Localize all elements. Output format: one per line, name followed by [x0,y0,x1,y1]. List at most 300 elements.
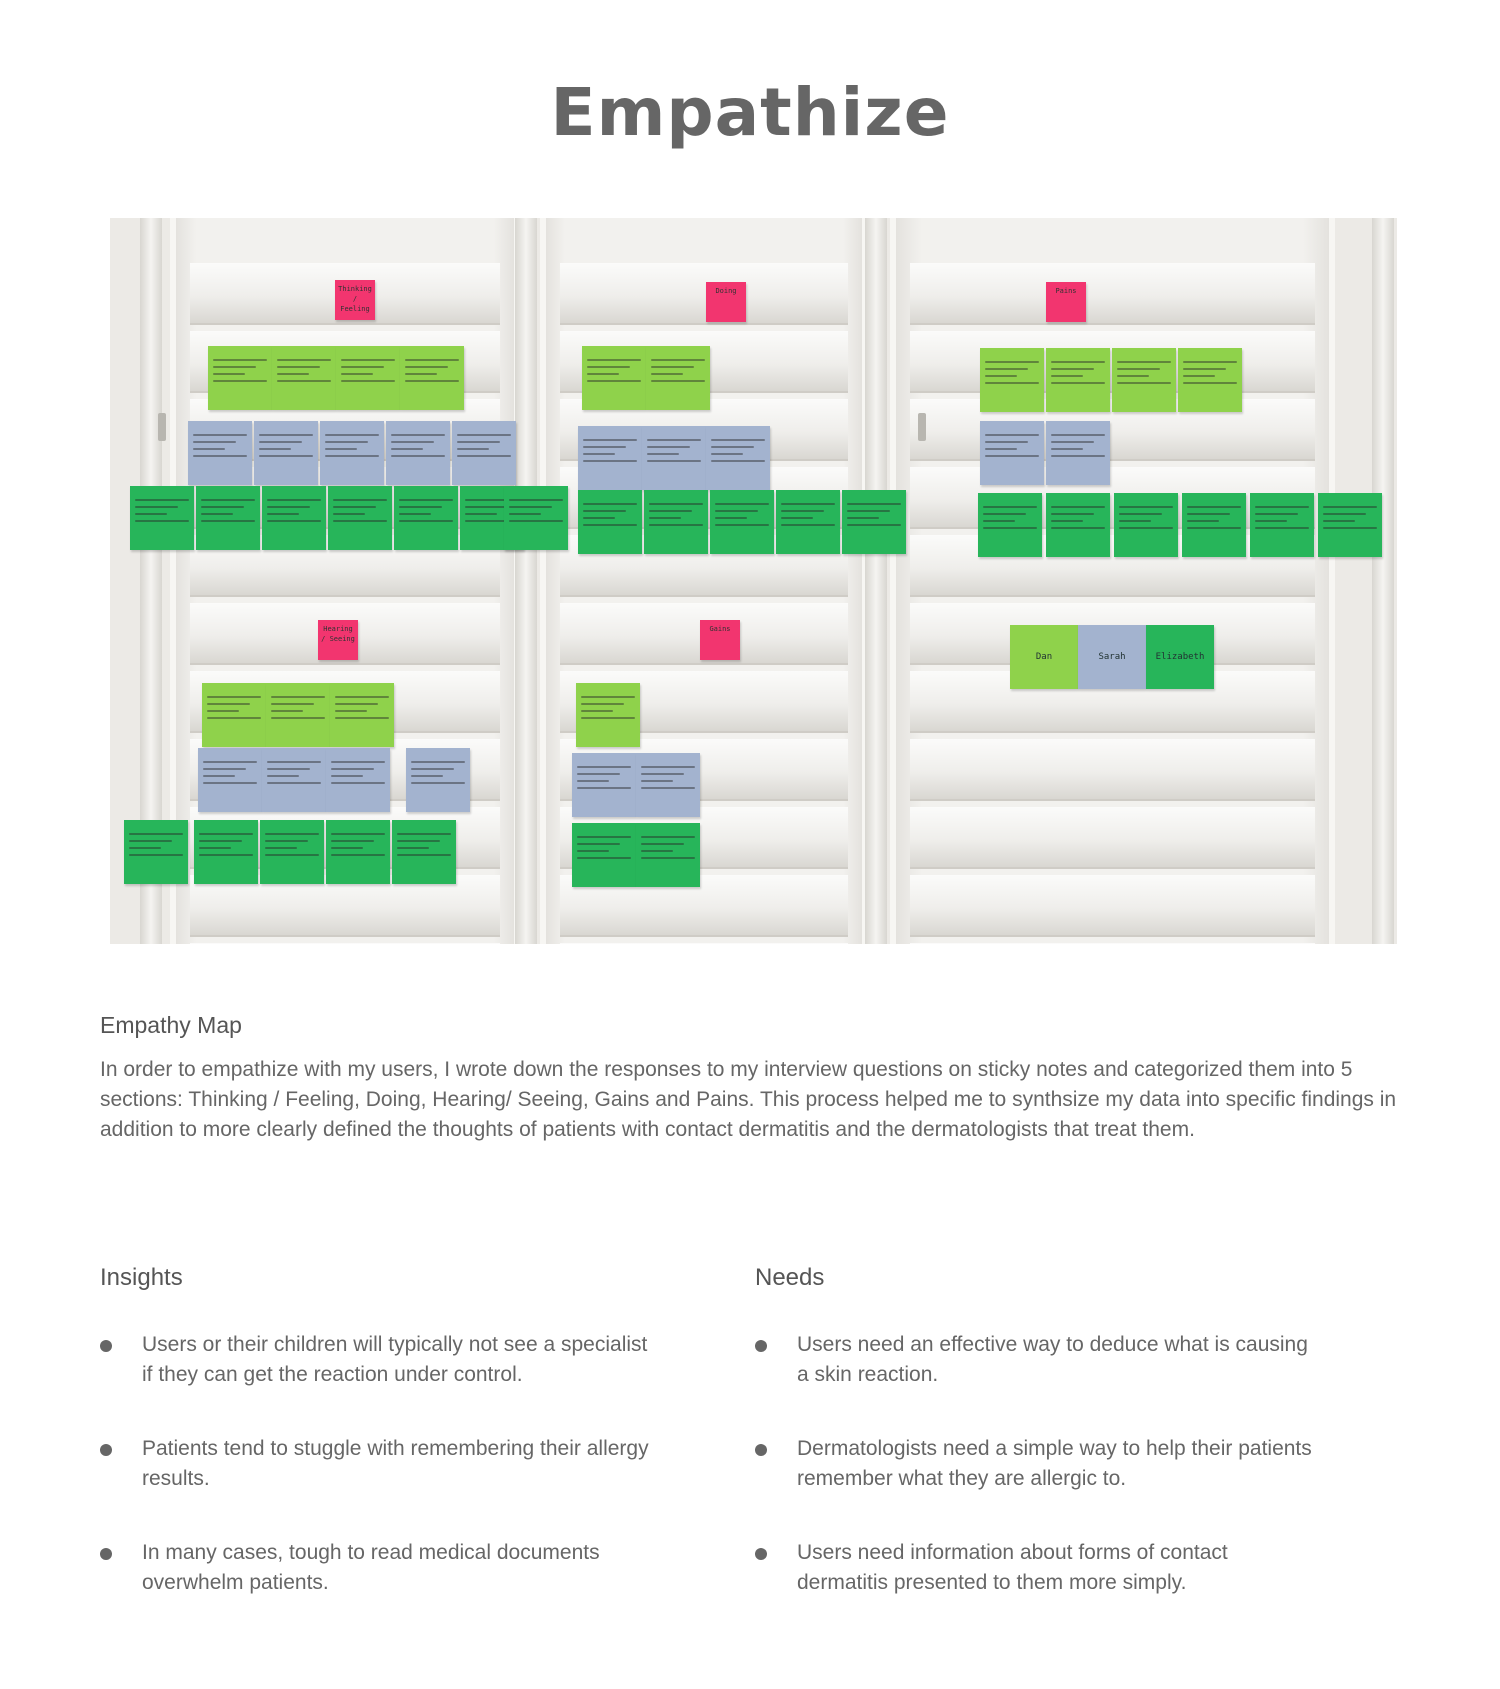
handwriting-scribble [201,513,233,515]
handwriting-scribble [577,766,631,768]
need-text: Users need an effective way to deduce what is causing a skin reaction. [797,1333,1308,1386]
handwriting-scribble [277,380,331,382]
sticky-note [980,421,1044,485]
sticky-note [452,421,516,485]
handwriting-scribble [641,857,695,859]
bullet-icon [755,1340,767,1352]
handwriting-scribble [641,773,684,775]
sticky-note [710,490,774,554]
empathy-map-description: In order to empathize with my users, I wrote down the responses to my interview questions on sticky notes and categorized them into 5 sections: Thinking / Feeling, Doing, Hearing/ Seeing, Gains and Pains. This process helped me to synthsize my data into specific findings in addition to more clearly defined the thoughts of patients with contact dermatitis and the dermatologists that treat them. [100,1058,1397,1141]
handwriting-scribble [847,510,890,512]
sticky-note [636,823,700,887]
handwriting-scribble [715,524,769,526]
handwriting-scribble [583,439,637,441]
handwriting-scribble [1051,382,1105,384]
handwriting-scribble [583,510,626,512]
handwriting-scribble [259,448,291,450]
handwriting-scribble [411,782,465,784]
handwriting-scribble [203,761,257,763]
handwriting-scribble [331,782,385,784]
sticky-note [646,346,710,410]
handwriting-scribble [391,455,445,457]
sticky-note [842,490,906,554]
handwriting-scribble [649,503,703,505]
handwriting-scribble [985,448,1017,450]
handwriting-scribble [405,373,437,375]
handwriting-scribble [203,768,246,770]
page-title: Empathize [550,74,950,151]
handwriting-scribble [581,703,624,705]
sticky-note [582,346,646,410]
handwriting-scribble [193,448,225,450]
handwriting-scribble [325,455,379,457]
handwriting-scribble [207,717,261,719]
handwriting-scribble [641,780,673,782]
handwriting-scribble [847,503,901,505]
sticky-note [1178,348,1242,412]
sticky-note [1182,493,1246,557]
handwriting-scribble [333,499,387,501]
handwriting-scribble [1255,513,1298,515]
need-text: Users need information about forms of contact dermatitis presented to them more simply. [797,1541,1228,1594]
list-item [755,1434,1315,1494]
handwriting-scribble [207,710,239,712]
handwriting-scribble [1051,527,1105,529]
handwriting-scribble [711,446,754,448]
handwriting-scribble [587,366,630,368]
handwriting-scribble [1323,506,1377,508]
bullet-icon [755,1548,767,1560]
sticky-note [260,820,324,884]
empathy-map-photo [110,218,1397,944]
handwriting-scribble [267,768,310,770]
handwriting-scribble [1051,441,1094,443]
handwriting-scribble [583,517,615,519]
handwriting-scribble [1183,361,1237,363]
sticky-note [198,748,262,812]
handwriting-scribble [457,448,489,450]
handwriting-scribble [583,524,637,526]
handwriting-scribble [647,439,701,441]
handwriting-scribble [193,434,247,436]
handwriting-scribble [715,503,769,505]
sticky-note [572,823,636,887]
name-note: Elizabeth [1146,625,1214,689]
sticky-note [504,486,568,550]
handwriting-scribble [135,506,178,508]
handwriting-scribble [641,850,673,852]
handwriting-scribble [1051,361,1105,363]
handwriting-scribble [587,380,641,382]
shutter-louver [910,739,1315,801]
handwriting-scribble [1051,375,1083,377]
handwriting-scribble [457,441,500,443]
handwriting-scribble [983,506,1037,508]
shutter-panel [890,218,1335,944]
name-note: Sarah [1078,625,1146,689]
handwriting-scribble [213,373,245,375]
handwriting-scribble [847,517,879,519]
insight-text: Users or their children will typically not see a specialist if they can get the reaction under control. [142,1333,648,1386]
handwriting-scribble [1323,513,1366,515]
handwriting-scribble [1051,520,1083,522]
handwriting-scribble [135,499,189,501]
handwriting-scribble [335,696,389,698]
handwriting-scribble [983,513,1026,515]
handwriting-scribble [331,768,374,770]
handwriting-scribble [781,524,835,526]
bullet-icon [100,1444,112,1456]
handwriting-scribble [711,460,765,462]
handwriting-scribble [391,448,423,450]
handwriting-scribble [267,782,321,784]
handwriting-scribble [641,787,695,789]
sticky-note [1046,493,1110,557]
sticky-note [980,348,1044,412]
handwriting-scribble [641,843,684,845]
sticky-note [578,426,642,490]
shutter-louver [910,943,1315,944]
handwriting-scribble [411,775,443,777]
handwriting-scribble [1323,527,1377,529]
sticky-note [1318,493,1382,557]
handwriting-scribble [135,520,189,522]
handwriting-scribble [509,499,563,501]
handwriting-scribble [577,787,631,789]
handwriting-scribble [325,434,379,436]
sticky-note [578,490,642,554]
handwriting-scribble [1255,520,1287,522]
handwriting-scribble [1183,382,1237,384]
handwriting-scribble [399,513,431,515]
handwriting-scribble [201,499,255,501]
handwriting-scribble [457,455,511,457]
handwriting-scribble [983,527,1037,529]
handwriting-scribble [277,373,309,375]
handwriting-scribble [577,850,609,852]
handwriting-scribble [199,854,253,856]
handwriting-scribble [651,373,683,375]
handwriting-scribble [331,775,363,777]
handwriting-scribble [265,833,319,835]
sticky-note [130,486,194,550]
handwriting-scribble [259,441,302,443]
handwriting-scribble [271,696,325,698]
sticky-note [386,421,450,485]
handwriting-scribble [1119,513,1162,515]
handwriting-scribble [203,775,235,777]
handwriting-scribble [325,441,368,443]
bullet-icon [755,1444,767,1456]
handwriting-scribble [577,780,609,782]
handwriting-scribble [581,696,635,698]
handwriting-scribble [583,453,615,455]
needs-heading: Needs [755,1264,825,1291]
section-label-note: Pains [1046,282,1086,322]
sticky-note [262,486,326,550]
handwriting-scribble [335,710,367,712]
name-note: Dan [1010,625,1078,689]
shutter-louver [190,875,500,937]
handwriting-scribble [333,513,365,515]
handwriting-scribble [405,359,459,361]
handwriting-scribble [265,847,297,849]
insight-text: In many cases, tough to read medical documents overwhelm patients. [142,1541,600,1594]
sticky-note [208,346,272,410]
handwriting-scribble [341,380,395,382]
handwriting-scribble [259,434,313,436]
sticky-note [254,421,318,485]
handwriting-scribble [331,833,385,835]
handwriting-scribble [399,520,453,522]
handwriting-scribble [267,520,321,522]
handwriting-scribble [267,499,321,501]
handwriting-scribble [985,368,1028,370]
section-label-note: Hearing / Seeing [318,620,358,660]
handwriting-scribble [331,847,363,849]
handwriting-scribble [265,840,308,842]
handwriting-scribble [129,840,172,842]
sticky-note [320,421,384,485]
handwriting-scribble [711,439,765,441]
sticky-note [1046,348,1110,412]
sticky-note [776,490,840,554]
handwriting-scribble [1051,448,1083,450]
handwriting-scribble [277,366,320,368]
handwriting-scribble [259,455,313,457]
handwriting-scribble [325,448,357,450]
insights-list [100,1330,660,1642]
handwriting-scribble [641,836,695,838]
shutter-louver [560,263,848,325]
hinge-icon [158,413,166,441]
shutter-frame [865,218,887,944]
list-item [755,1330,1315,1390]
list-item [755,1538,1315,1598]
handwriting-scribble [129,854,183,856]
handwriting-scribble [129,847,161,849]
handwriting-scribble [265,854,319,856]
sticky-note [194,820,258,884]
handwriting-scribble [641,766,695,768]
handwriting-scribble [781,510,824,512]
handwriting-scribble [201,506,244,508]
sticky-note [636,753,700,817]
handwriting-scribble [267,761,321,763]
handwriting-scribble [341,373,373,375]
sticky-note [272,346,336,410]
handwriting-scribble [583,503,637,505]
handwriting-scribble [457,434,511,436]
handwriting-scribble [1051,513,1094,515]
handwriting-scribble [1187,520,1219,522]
sticky-note [394,486,458,550]
handwriting-scribble [781,503,835,505]
shutter-louver [190,943,500,944]
handwriting-scribble [331,840,374,842]
handwriting-scribble [203,782,257,784]
handwriting-scribble [1117,368,1160,370]
sticky-note [706,426,770,490]
shutter-frame [515,218,537,944]
handwriting-scribble [201,520,255,522]
handwriting-scribble [465,506,508,508]
handwriting-scribble [335,717,389,719]
handwriting-scribble [711,453,743,455]
handwriting-scribble [985,434,1039,436]
handwriting-scribble [397,840,440,842]
handwriting-scribble [651,366,694,368]
handwriting-scribble [341,359,395,361]
handwriting-scribble [199,840,242,842]
handwriting-scribble [983,520,1015,522]
handwriting-scribble [341,366,384,368]
handwriting-scribble [583,446,626,448]
handwriting-scribble [465,513,497,515]
handwriting-scribble [649,510,692,512]
sticky-note [330,683,394,747]
bullet-icon [100,1340,112,1352]
handwriting-scribble [267,775,299,777]
handwriting-scribble [271,703,314,705]
handwriting-scribble [847,524,901,526]
handwriting-scribble [1183,368,1226,370]
empathy-map-heading: Empathy Map [100,1012,242,1038]
handwriting-scribble [647,460,701,462]
handwriting-scribble [587,359,641,361]
handwriting-scribble [213,359,267,361]
handwriting-scribble [397,847,429,849]
sticky-note [642,426,706,490]
shutter-louver [910,807,1315,869]
handwriting-scribble [647,453,679,455]
insights-heading: Insights [100,1264,183,1291]
handwriting-scribble [581,717,635,719]
section-label-note: Doing [706,282,746,322]
handwriting-scribble [647,446,690,448]
handwriting-scribble [267,513,299,515]
handwriting-scribble [509,520,563,522]
handwriting-scribble [199,833,253,835]
handwriting-scribble [583,460,637,462]
handwriting-scribble [397,854,451,856]
handwriting-scribble [1187,506,1241,508]
handwriting-scribble [1117,375,1149,377]
handwriting-scribble [985,375,1017,377]
sticky-note [1114,493,1178,557]
sticky-note [326,820,390,884]
list-item [100,1538,660,1598]
handwriting-scribble [577,773,620,775]
handwriting-scribble [1117,361,1171,363]
handwriting-scribble [649,517,681,519]
handwriting-scribble [411,761,465,763]
handwriting-scribble [985,441,1028,443]
handwriting-scribble [331,761,385,763]
shutter-louver [560,943,848,944]
handwriting-scribble [391,434,445,436]
handwriting-scribble [651,380,705,382]
handwriting-scribble [509,513,541,515]
handwriting-scribble [405,380,459,382]
sticky-note [400,346,464,410]
needs-list [755,1330,1315,1642]
sticky-note [978,493,1042,557]
sticky-note [188,421,252,485]
handwriting-scribble [271,710,303,712]
handwriting-scribble [397,833,451,835]
handwriting-scribble [577,857,631,859]
handwriting-scribble [399,506,442,508]
handwriting-scribble [271,717,325,719]
handwriting-scribble [129,833,183,835]
handwriting-scribble [985,361,1039,363]
sticky-note [196,486,260,550]
handwriting-scribble [581,710,613,712]
handwriting-scribble [135,513,167,515]
handwriting-scribble [1051,368,1094,370]
handwriting-scribble [1183,375,1215,377]
handwriting-scribble [1255,506,1309,508]
handwriting-scribble [199,847,231,849]
handwriting-scribble [715,510,758,512]
handwriting-scribble [649,524,703,526]
sticky-note [262,748,326,812]
need-text: Dermatologists need a simple way to help their patients remember what they are allergic to. [797,1437,1312,1490]
handwriting-scribble [277,359,331,361]
section-label-note: Gains [700,620,740,660]
handwriting-scribble [1051,506,1105,508]
sticky-note [202,683,266,747]
handwriting-scribble [1119,527,1173,529]
section-label-note: Thinking / Feeling [335,280,375,320]
handwriting-scribble [1323,520,1355,522]
handwriting-scribble [193,441,236,443]
handwriting-scribble [1119,506,1173,508]
insight-text: Patients tend to stuggle with remembering their allergy results. [142,1437,649,1490]
handwriting-scribble [509,506,552,508]
handwriting-scribble [333,520,387,522]
handwriting-scribble [405,366,448,368]
handwriting-scribble [331,854,385,856]
shutter-frame [1372,218,1394,944]
handwriting-scribble [985,455,1039,457]
handwriting-scribble [267,506,310,508]
sticky-note [1112,348,1176,412]
handwriting-scribble [193,455,247,457]
handwriting-scribble [333,506,376,508]
handwriting-scribble [213,380,267,382]
hinge-icon [918,413,926,441]
handwriting-scribble [1051,434,1105,436]
sticky-note [266,683,330,747]
handwriting-scribble [1187,513,1230,515]
sticky-note [336,346,400,410]
handwriting-scribble [335,703,378,705]
handwriting-scribble [391,441,434,443]
sticky-note [326,748,390,812]
sticky-note [392,820,456,884]
handwriting-scribble [1255,527,1309,529]
handwriting-scribble [577,836,631,838]
sticky-note [644,490,708,554]
sticky-note [572,753,636,817]
sticky-note [1046,421,1110,485]
sticky-note [328,486,392,550]
handwriting-scribble [1119,520,1151,522]
sticky-note [576,683,640,747]
list-item [100,1330,660,1390]
